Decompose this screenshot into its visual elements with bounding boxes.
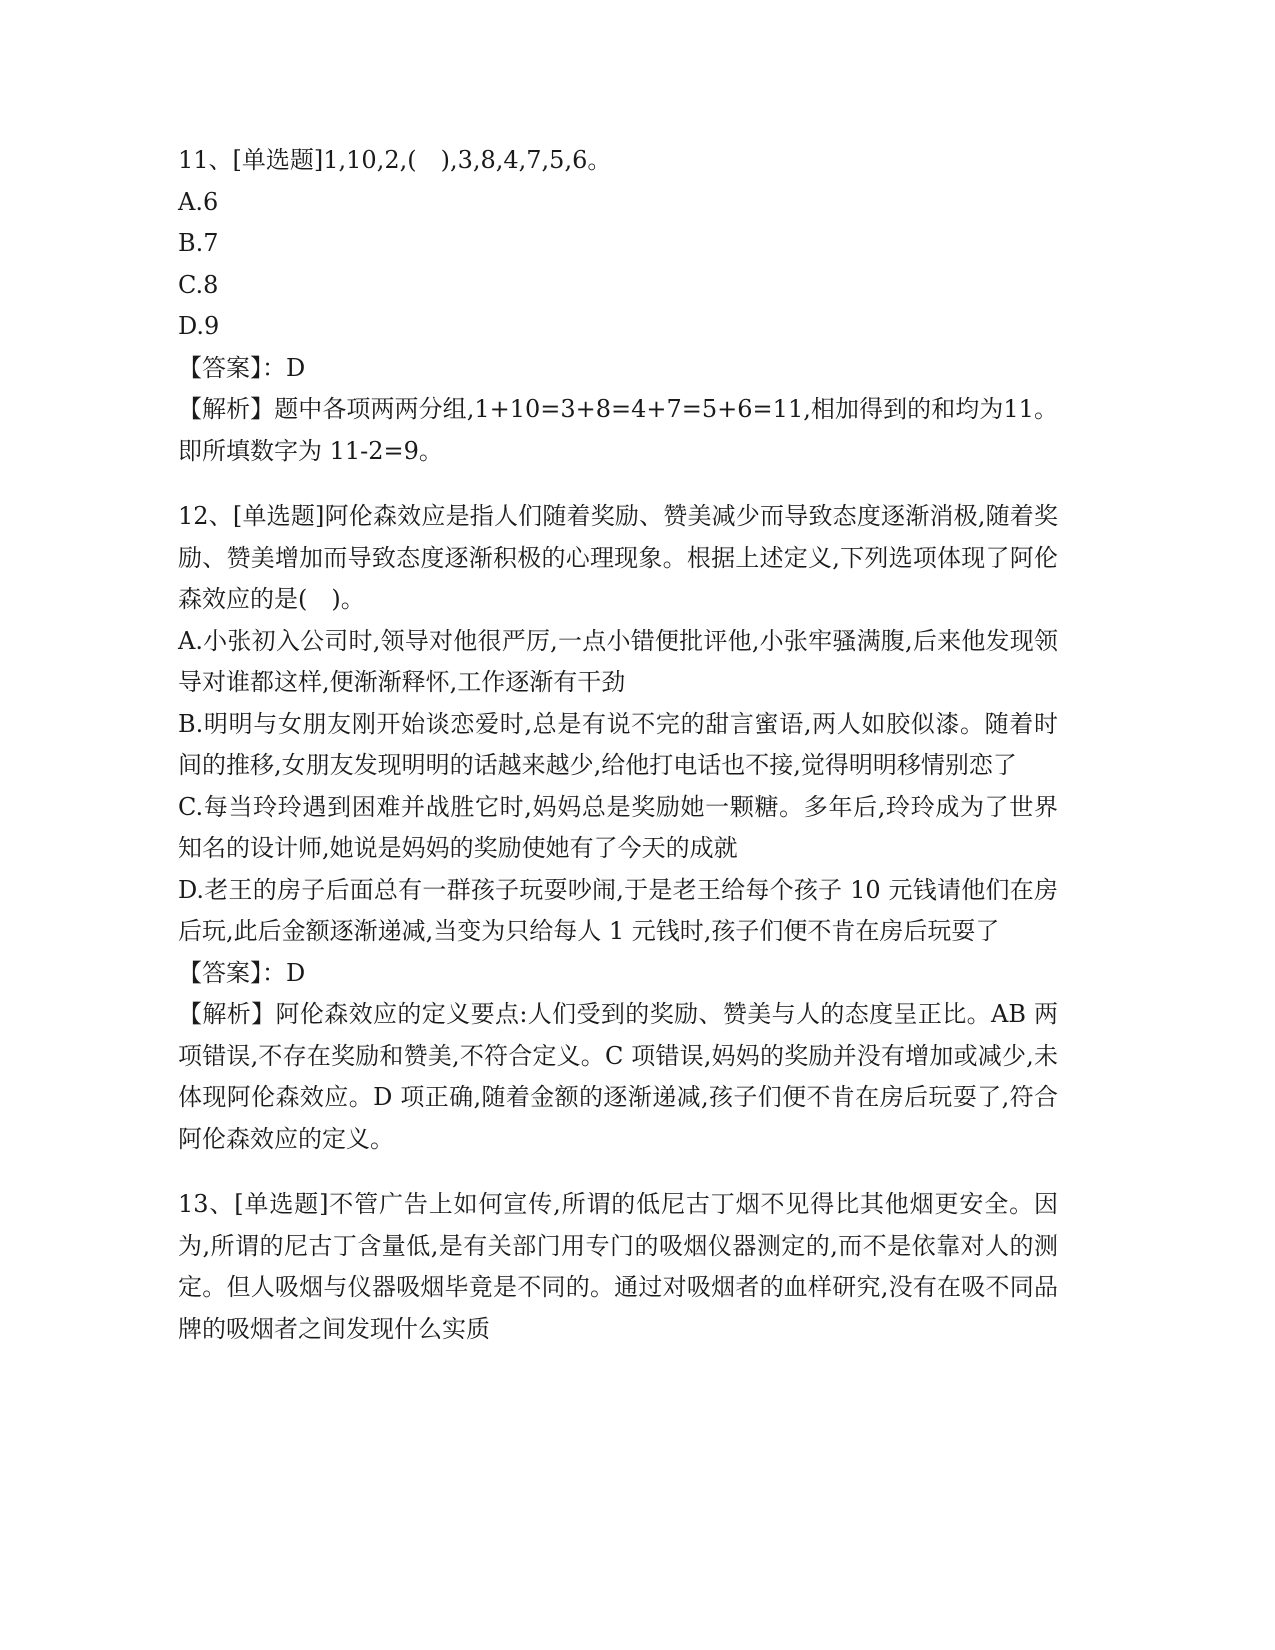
option-d: D.9 [178,312,220,340]
answer-line: 【答案】：D [178,353,306,382]
question-stem: 11、[单选题]1,10,2,( ),3,8,4,7,5,6。 [178,146,612,174]
option-a: A.6 [178,187,219,216]
option-c: C.8 [178,270,219,299]
option-c: C.每当玲玲遇到困难并战胜它时,妈妈总是奖励她一颗糖。多年后,玲玲成为了世界知名的设计师,她说是妈妈的奖励使她有了今天的成就 [178,792,1058,862]
question-stem: 13、[单选题]不管广告上如何宣传,所谓的低尼古丁烟不见得比其他烟更安全。因为,所谓的尼古丁含量低,是有关部门用专门的吸烟仪器测定的,而不是依靠对人的测定。但人吸烟与仪器吸烟毕竟是不同的。通过对吸烟者的血样研究,没有在吸不同品牌的吸烟者之间发现什么实质 [178,1190,1058,1343]
analysis-text: 【解析】题中各项两两分组,1+10=3+8=4+7=5+6=11,相加得到的和均为11。即所填数字为 11-2=9。 [178,395,1058,465]
option-b: B.7 [178,229,219,257]
option-b: B.明明与女朋友刚开始谈恋爱时,总是有说不完的甜言蜜语,两人如胶似漆。随着时间的推移,女朋友发现明明的话越来越少,给他打电话也不接,觉得明明移情别恋了 [178,709,1058,779]
option-a: A.小张初入公司时,领导对他很严厉,一点小错便批评他,小张牢骚满腹,后来他发现领导对谁都这样,便渐渐释怀,工作逐渐有干劲 [178,626,1058,696]
question-12 [178,496,1058,1160]
question-stem: 12、[单选题]阿伦森效应是指人们随着奖励、赞美减少而导致态度逐渐消极,随着奖励、赞美增加而导致态度逐渐积极的心理现象。根据上述定义,下列选项体现了阿伦森效应的是( )。 [178,502,1058,613]
question-11 [178,140,1058,472]
option-d: D.老王的房子后面总有一群孩子玩耍吵闹,于是老王给每个孩子 10 元钱请他们在房后玩,此后金额逐渐递减,当变为只给每人 1 元钱时,孩子们便不肯在房后玩耍了 [178,875,1058,945]
document-page [178,140,1058,1374]
analysis-text: 【解析】阿伦森效应的定义要点:人们受到的奖励、赞美与人的态度呈正比。AB 两项错误,不存在奖励和赞美,不符合定义。C 项错误,妈妈的奖励并没有增加或减少,未体现阿伦森效应。D 项正确,随着金额的逐渐递减,孩子们便不肯在房后玩耍了,符合阿伦森效应的定义。 [178,1000,1058,1153]
answer-line: 【答案】：D [178,958,306,987]
question-13 [178,1184,1058,1350]
